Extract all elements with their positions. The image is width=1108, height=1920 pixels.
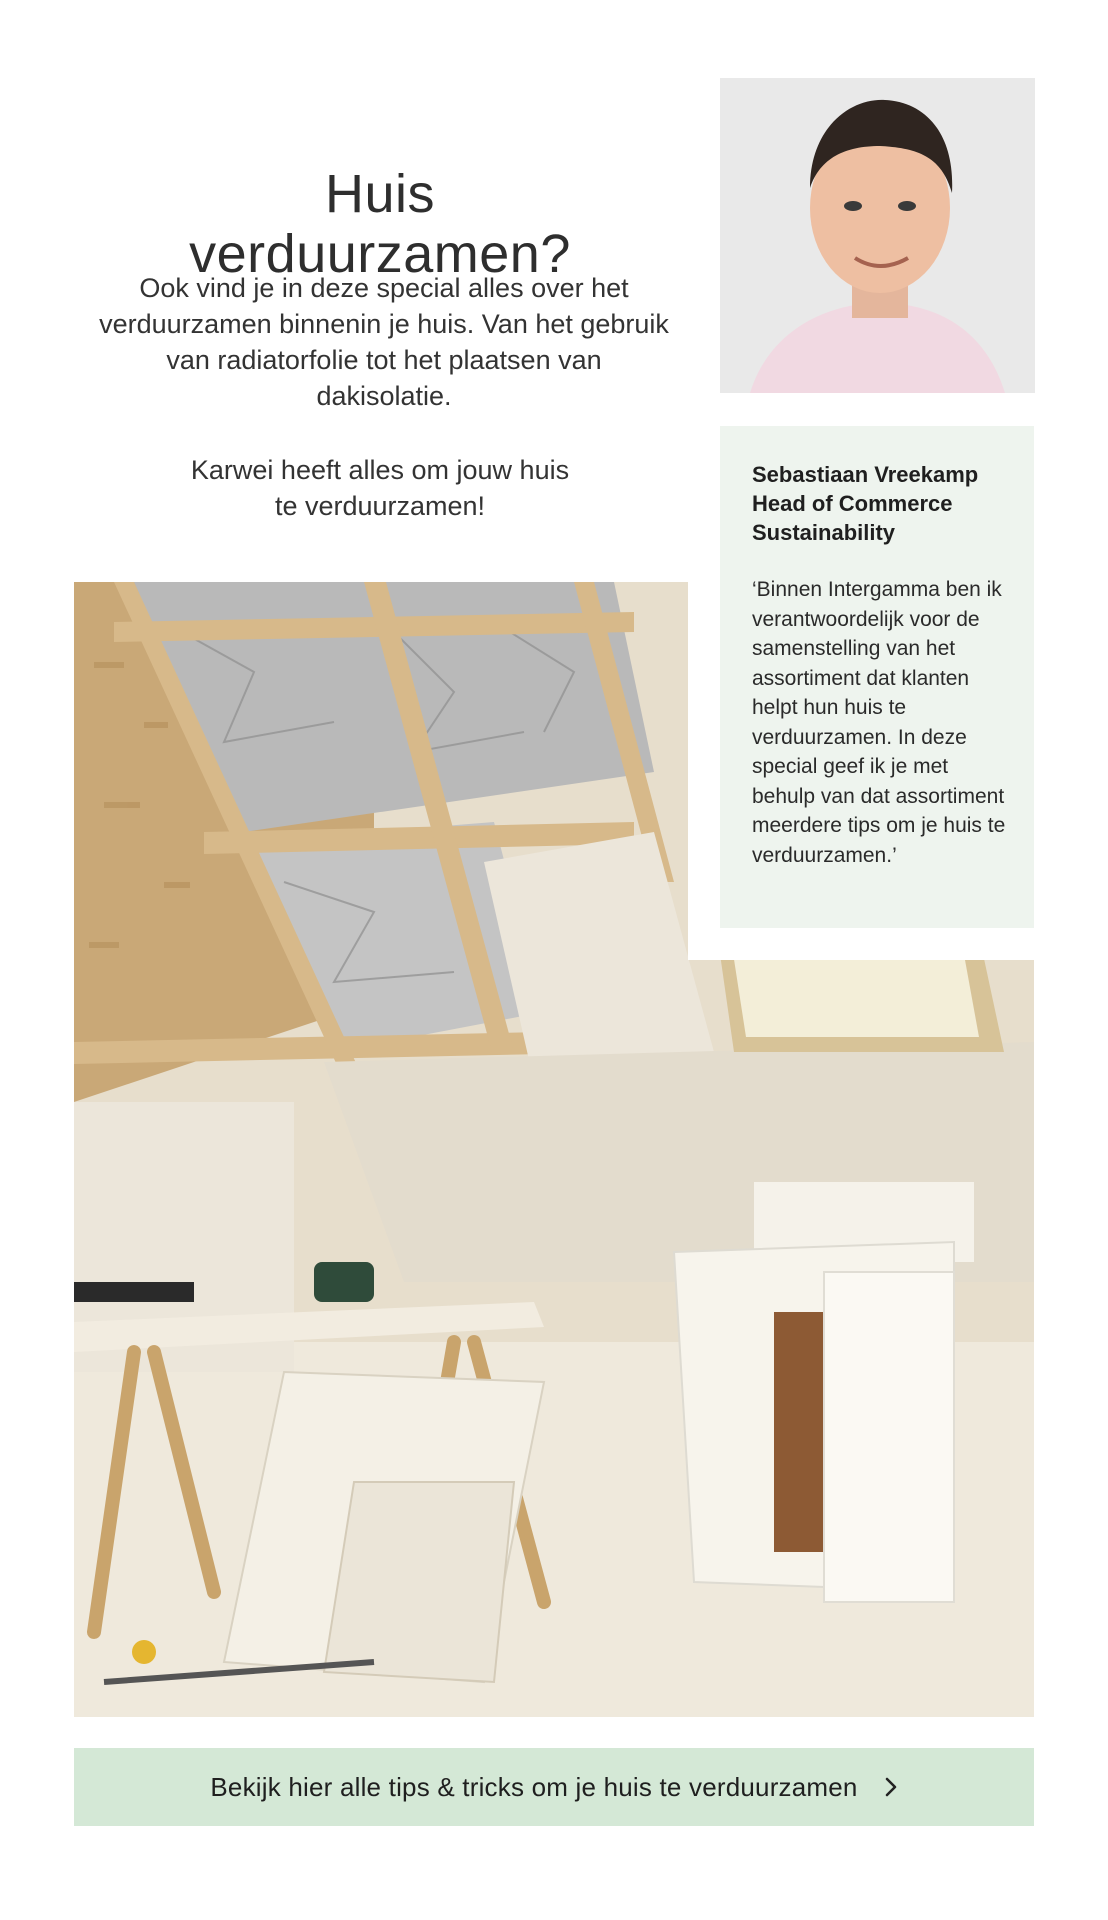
tips-cta-label: Bekijk hier alle tips & tricks om je huis te verduurzamen — [210, 1771, 858, 1802]
title-line-2: verduurzamen? — [189, 224, 571, 285]
quote-card — [720, 426, 1034, 928]
portrait-photo — [720, 78, 1035, 393]
tagline: Karwei heeft alles om jouw huis te verduurzamen! — [190, 455, 570, 521]
person-name: Sebastiaan Vreekamp — [752, 462, 979, 487]
intro-paragraph: Ook vind je in deze special alles over het verduurzamen binnenin je huis. Van het gebruik van radiatorfolie tot het plaatsen van dakisolatie. — [99, 273, 669, 411]
quote-panel — [688, 400, 1034, 960]
page-title — [100, 164, 660, 284]
chevron-right-icon — [884, 1776, 898, 1798]
title-line-1: Huis — [324, 164, 436, 225]
tips-cta-button[interactable] — [74, 1748, 1034, 1826]
person-role: Head of Commerce Sustainability — [752, 491, 953, 545]
person-quote: ‘Binnen Intergamma ben ik verantwoordelijk voor de samenstelling van het assortiment dat klanten helpt hun huis te verduurzamen. In deze special geef ik je met behulp van dat assortiment meerdere tips om je huis te verduurzamen.’ — [752, 578, 1006, 867]
